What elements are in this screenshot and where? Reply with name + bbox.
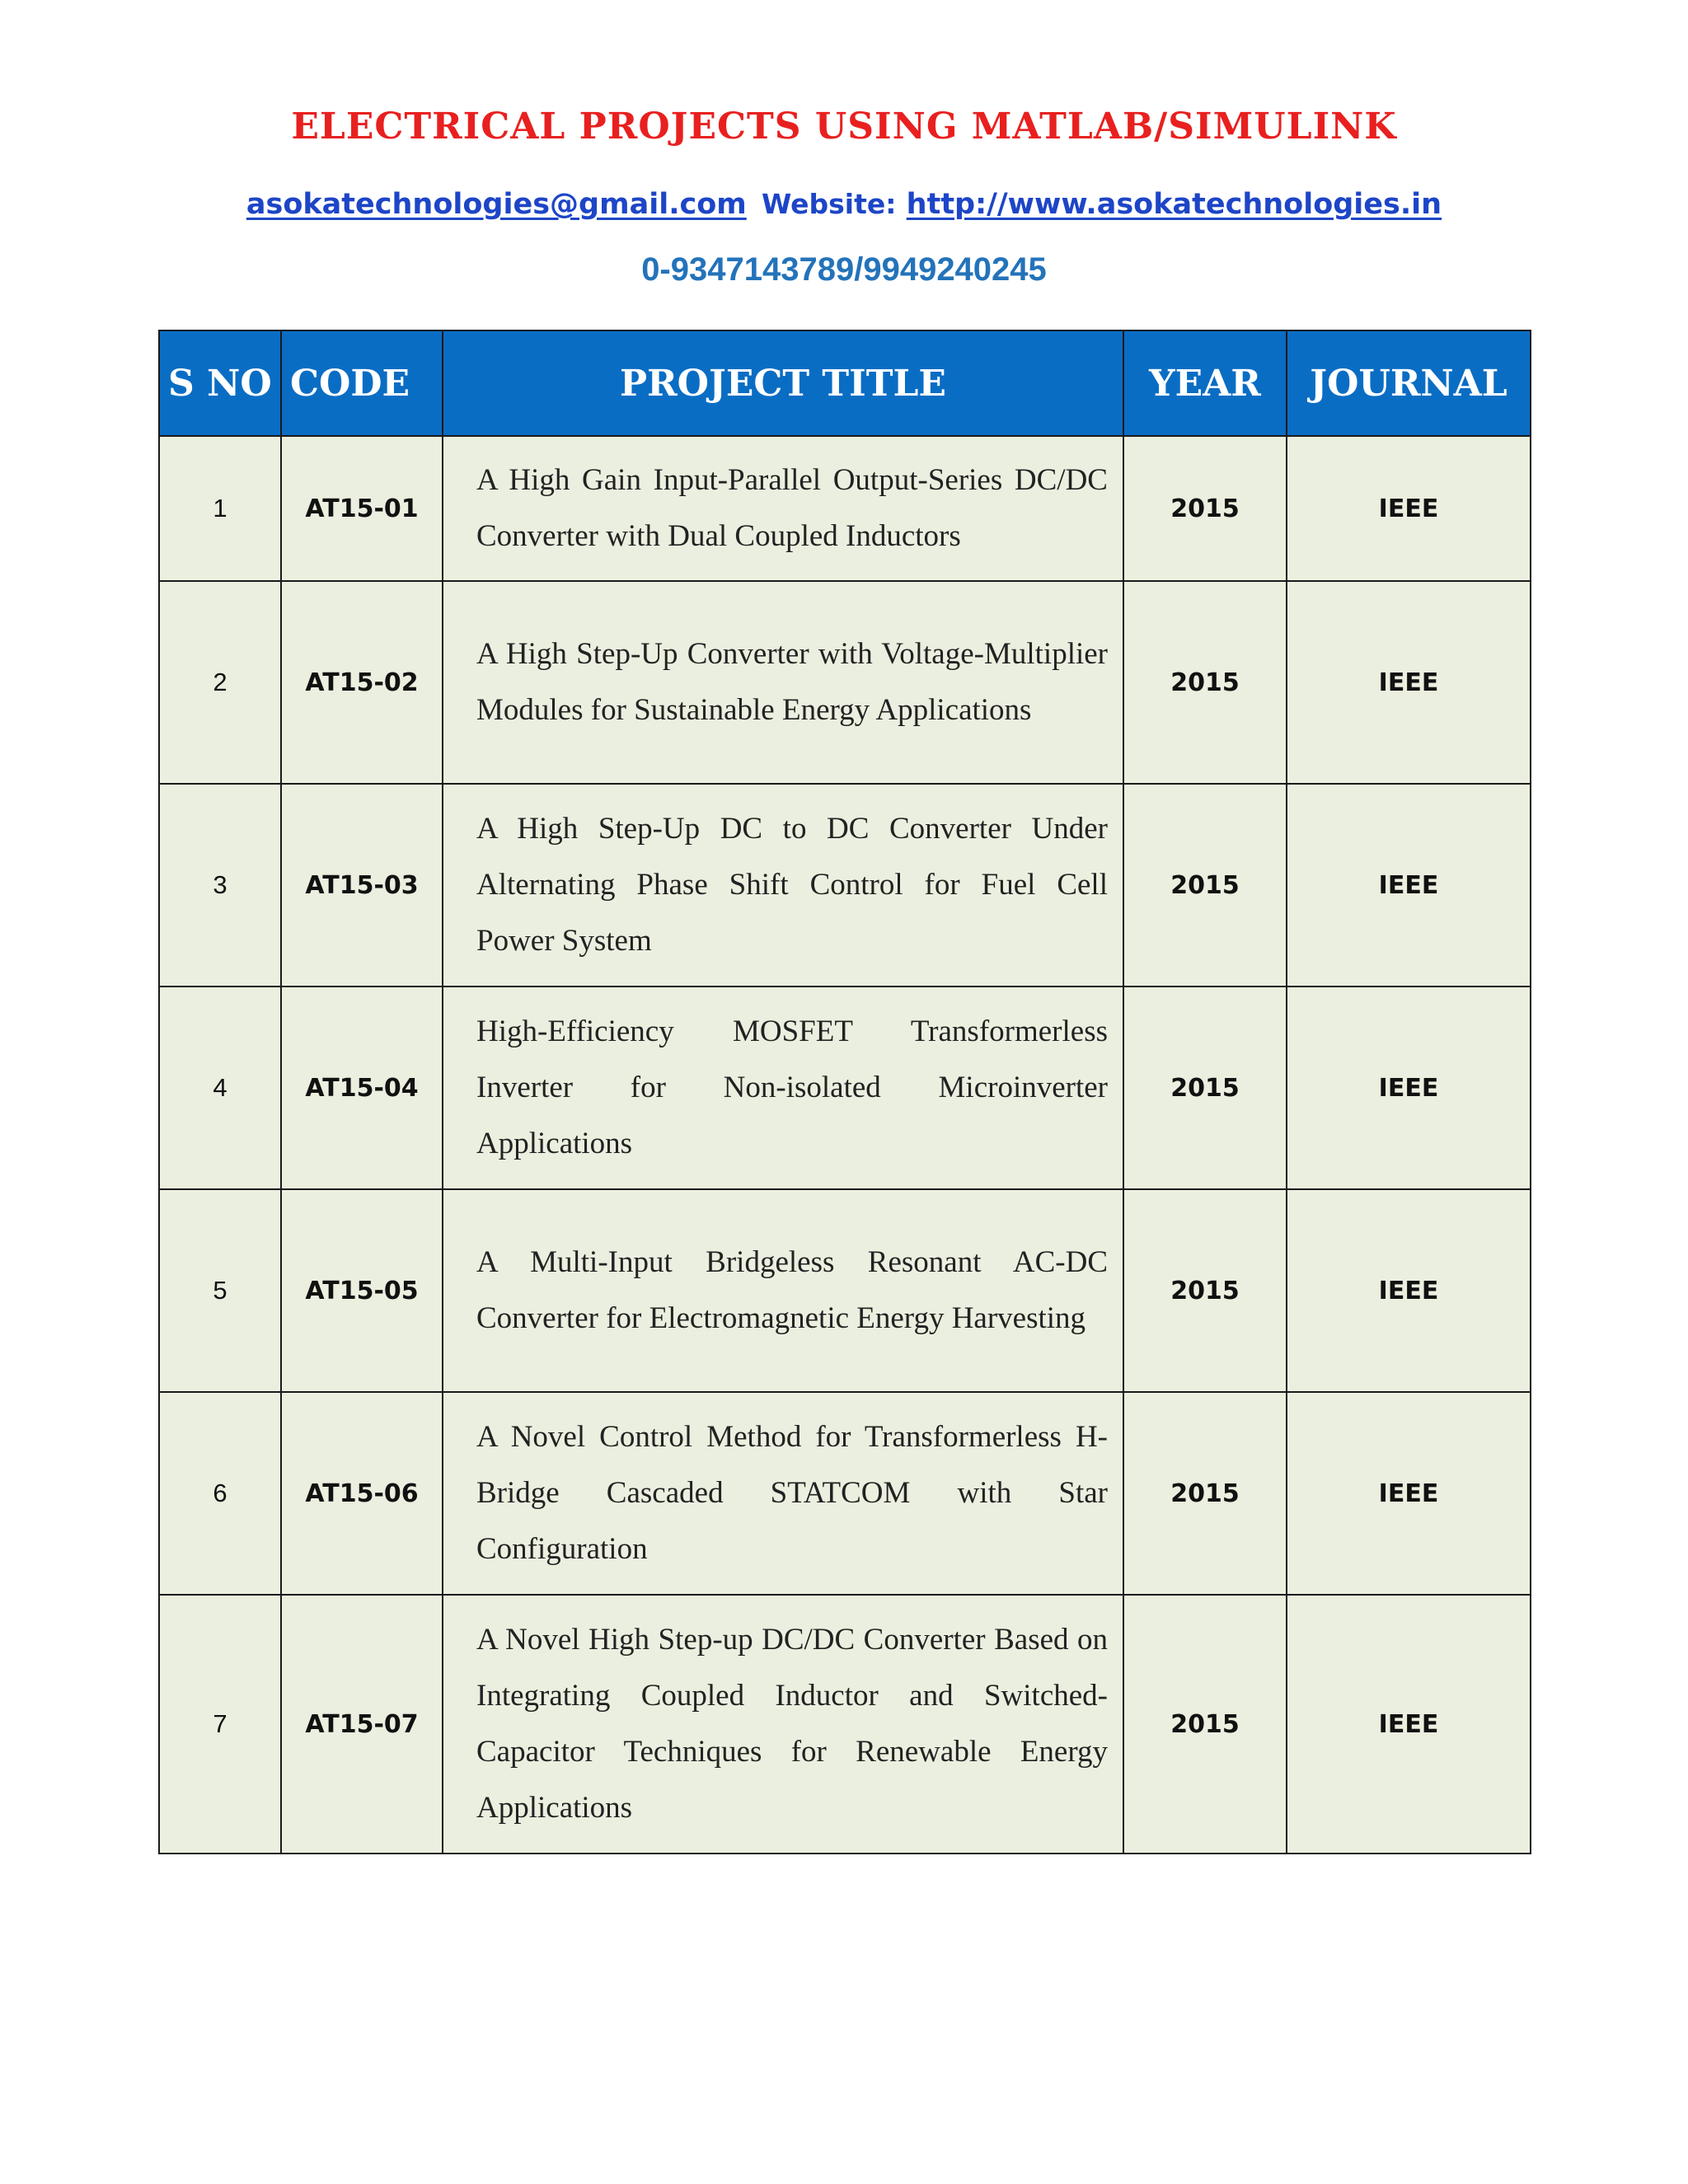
cell-year: 2015 <box>1123 1392 1287 1595</box>
table-row <box>159 784 1531 987</box>
cell-code: AT15-04 <box>281 987 443 1189</box>
cell-project-title: A High Step-Up Converter with Voltage-Multiplier Modules for Sustainable Energy Applications <box>443 581 1123 784</box>
cell-journal: IEEE <box>1287 1595 1531 1854</box>
column-header-sno: S NO <box>159 330 281 436</box>
cell-year: 2015 <box>1123 1595 1287 1854</box>
table-row <box>159 581 1531 784</box>
cell-project-title: High-Efficiency MOSFET Transformerless Inverter for Non-isolated Microinverter Applications <box>443 987 1123 1189</box>
cell-sno: 7 <box>159 1595 281 1854</box>
cell-sno: 5 <box>159 1189 281 1392</box>
document-title: ELECTRICAL PROJECTS USING MATLAB/SIMULINK <box>291 105 1397 148</box>
cell-code: AT15-07 <box>281 1595 443 1854</box>
cell-project-title: A High Gain Input-Parallel Output-Series DC/DC Converter with Dual Coupled Inductors <box>443 436 1123 581</box>
phone-number: 0-9347143789/9949240245 <box>641 251 1047 288</box>
column-header-code: CODE <box>281 330 443 436</box>
cell-project-title: A Multi-Input Bridgeless Resonant AC-DC Converter for Electromagnetic Energy Harvesting <box>443 1189 1123 1392</box>
website-label: Website: <box>761 188 897 220</box>
cell-project-title: A High Step-Up DC to DC Converter Under Alternating Phase Shift Control for Fuel Cell Power System <box>443 784 1123 987</box>
cell-journal: IEEE <box>1287 784 1531 987</box>
cell-code: AT15-05 <box>281 1189 443 1392</box>
cell-journal: IEEE <box>1287 987 1531 1189</box>
column-header-year: YEAR <box>1123 330 1287 436</box>
contact-line <box>0 188 1688 221</box>
cell-sno: 3 <box>159 784 281 987</box>
table-row <box>159 436 1531 581</box>
projects-table <box>158 330 1531 1854</box>
cell-code: AT15-02 <box>281 581 443 784</box>
column-header-journal: JOURNAL <box>1287 330 1531 436</box>
cell-code: AT15-03 <box>281 784 443 987</box>
cell-year: 2015 <box>1123 581 1287 784</box>
cell-year: 2015 <box>1123 987 1287 1189</box>
cell-journal: IEEE <box>1287 581 1531 784</box>
cell-year: 2015 <box>1123 784 1287 987</box>
cell-project-title: A Novel Control Method for Transformerless H-Bridge Cascaded STATCOM with Star Configuration <box>443 1392 1123 1595</box>
table-row <box>159 1392 1531 1595</box>
cell-year: 2015 <box>1123 1189 1287 1392</box>
cell-sno: 1 <box>159 436 281 581</box>
table-header-row <box>159 330 1531 436</box>
cell-journal: IEEE <box>1287 436 1531 581</box>
website-link[interactable]: http://www.asokatechnologies.in <box>906 188 1442 221</box>
cell-journal: IEEE <box>1287 1189 1531 1392</box>
table-row <box>159 1595 1531 1854</box>
cell-project-title: A Novel High Step-up DC/DC Converter Based on Integrating Coupled Inductor and Switched-Capacitor Techniques for Renewable Energy Applications <box>443 1595 1123 1854</box>
table-row <box>159 987 1531 1189</box>
cell-sno: 4 <box>159 987 281 1189</box>
table-row <box>159 1189 1531 1392</box>
cell-sno: 6 <box>159 1392 281 1595</box>
cell-sno: 2 <box>159 581 281 784</box>
column-header-project-title: PROJECT TITLE <box>443 330 1123 436</box>
cell-year: 2015 <box>1123 436 1287 581</box>
email-link[interactable]: asokatechnologies@gmail.com <box>246 188 747 221</box>
cell-code: AT15-01 <box>281 436 443 581</box>
cell-journal: IEEE <box>1287 1392 1531 1595</box>
cell-code: AT15-06 <box>281 1392 443 1595</box>
